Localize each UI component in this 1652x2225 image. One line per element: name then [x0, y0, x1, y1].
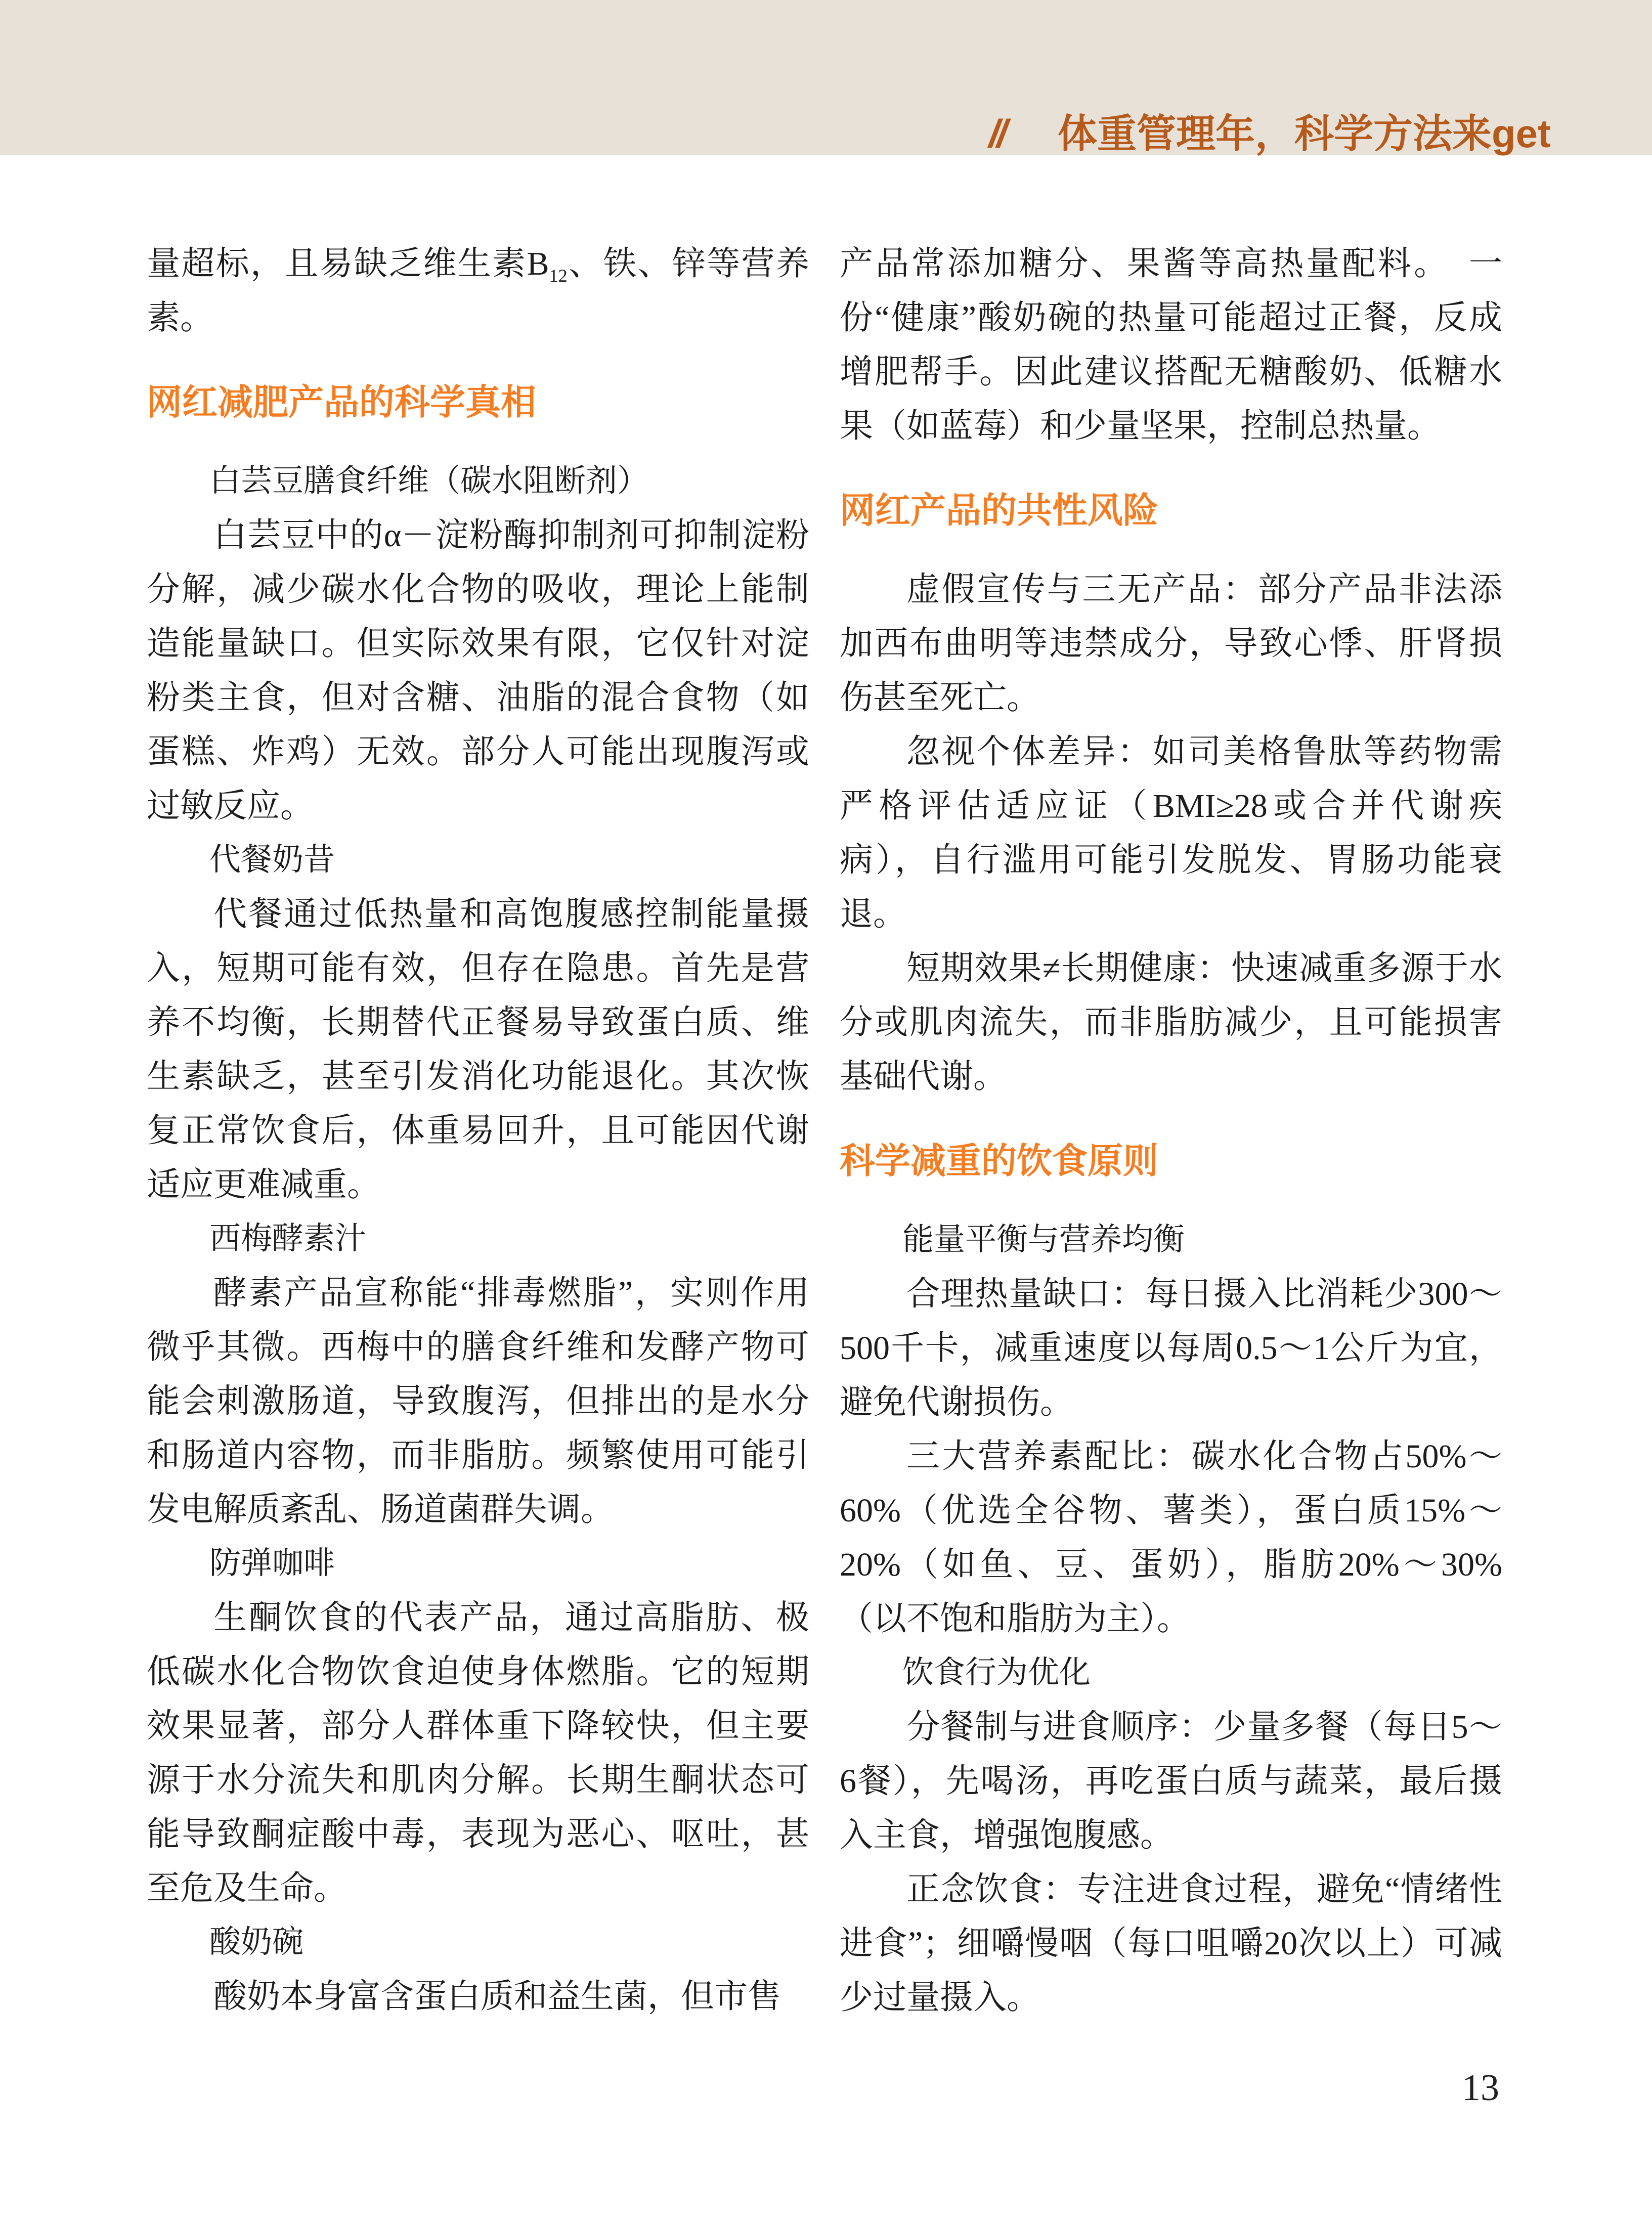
paragraph: 酵素产品宣称能“排毒燃脂”，实则作用微乎其微。西梅中的膳食纤维和发酵产物可能会刺激肠道，导致腹泻，但排出的是水分和肠道内容物，而非脂肪。频繁使用可能引发电解质紊乱、肠道菌群失调。 [147, 1275, 809, 1528]
paragraph: 三大营养素配比：碳水化合物占50%～60%（优选全谷物、薯类），蛋白质15%～20%（如鱼、豆、蛋奶），脂肪20%～30%（以不饱和脂肪为主）。 [840, 1438, 1502, 1637]
paragraph: 代餐通过低热量和高饱腹感控制能量摄入，短期可能有效，但存在隐患。首先是营养不均衡，长期替代正餐易导致蛋白质、维生素缺乏，甚至引发消化功能退化。其次恢复正常饮食后，体重易回升，且可能因代谢适应更难减重。 [147, 896, 809, 1203]
paragraph: 虚假宣传与三无产品：部分产品非法添加西布曲明等违禁成分，导致心悸、肝肾损伤甚至死亡。 [840, 571, 1502, 716]
page-header [989, 0, 1551, 158]
paragraph: 产品常添加糖分、果酱等高热量配料。 一份“健康”酸奶碗的热量可能超过正餐，反成增肥帮手。因此建议搭配无糖酸奶、低糖水果（如蓝莓）和少量坚果，控制总热量。 [840, 245, 1502, 445]
paragraph: 白芸豆中的α－淀粉酶抑制剂可抑制淀粉分解，减少碳水化合物的吸收，理论上能制造能量缺口。但实际效果有限，它仅针对淀粉类主食，但对含糖、油脂的混合食物（如蛋糕、炸鸡）无效。部分人可能出现腹泻或过敏反应。 [147, 517, 809, 824]
section-heading: 网红产品的共性风险 [840, 491, 1158, 530]
subheading: 防弹咖啡 [209, 1546, 335, 1581]
header-title: 体重管理年，科学方法来get [1057, 111, 1551, 156]
section-heading: 网红减肥产品的科学真相 [147, 382, 536, 422]
paragraph: 短期效果≠长期健康：快速减重多源于水分或肌肉流失，而非脂肪减少，且可能损害基础代谢。 [840, 950, 1502, 1095]
right-column [840, 237, 1502, 2025]
page-number: 13 [1462, 2067, 1499, 2109]
subheading: 能量平衡与营养均衡 [902, 1223, 1185, 1257]
paragraph: 忽视个体差异：如司美格鲁肽等药物需严格评估适应证（BMI≥28或合并代谢疾病），自行滥用可能引发脱发、胃肠功能衰退。 [840, 733, 1502, 933]
paragraph: 酸奶本身富含蛋白质和益生菌，但市售 [213, 1978, 781, 2015]
paragraph-text: 量超标，且易缺乏维生素B [147, 245, 549, 282]
subheading: 饮食行为优化 [902, 1655, 1091, 1690]
paragraph-text: 、铁、锌等营养素。 [147, 245, 810, 336]
subheading: 酸奶碗 [209, 1925, 304, 1959]
left-column [147, 237, 809, 2024]
paragraph: 分餐制与进食顺序：少量多餐（每日5～6餐），先喝汤，再吃蛋白质与蔬菜，最后摄入主食，增强饱腹感。 [840, 1709, 1502, 1854]
subheading: 西梅酵素汁 [209, 1221, 367, 1256]
vitamin-b12-subscript: 12 [549, 266, 568, 286]
section-heading: 科学减重的饮食原则 [840, 1141, 1158, 1181]
header-slashes-mark: // [988, 111, 1005, 156]
paragraph: 合理热量缺口：每日摄入比消耗少300～500千卡，减重速度以每周0.5～1公斤为宜，避免代谢损伤。 [840, 1276, 1502, 1421]
paragraph [147, 237, 809, 345]
paragraph: 正念饮食：专注进食过程，避免“情绪性进食”；细嚼慢咽（每口咀嚼20次以上）可减少过量摄入。 [840, 1871, 1502, 2016]
subheading: 白芸豆膳食纤维（碳水阻断剂） [209, 464, 649, 498]
subheading: 代餐奶昔 [209, 843, 335, 877]
paragraph: 生酮饮食的代表产品，通过高脂肪、极低碳水化合物饮食迫使身体燃脂。它的短期效果显著，部分人群体重下降较快，但主要源于水分流失和肌肉分解。长期生酮状态可能导致酮症酸中毒，表现为恶心、呕吐，甚至危及生命。 [147, 1599, 809, 1907]
